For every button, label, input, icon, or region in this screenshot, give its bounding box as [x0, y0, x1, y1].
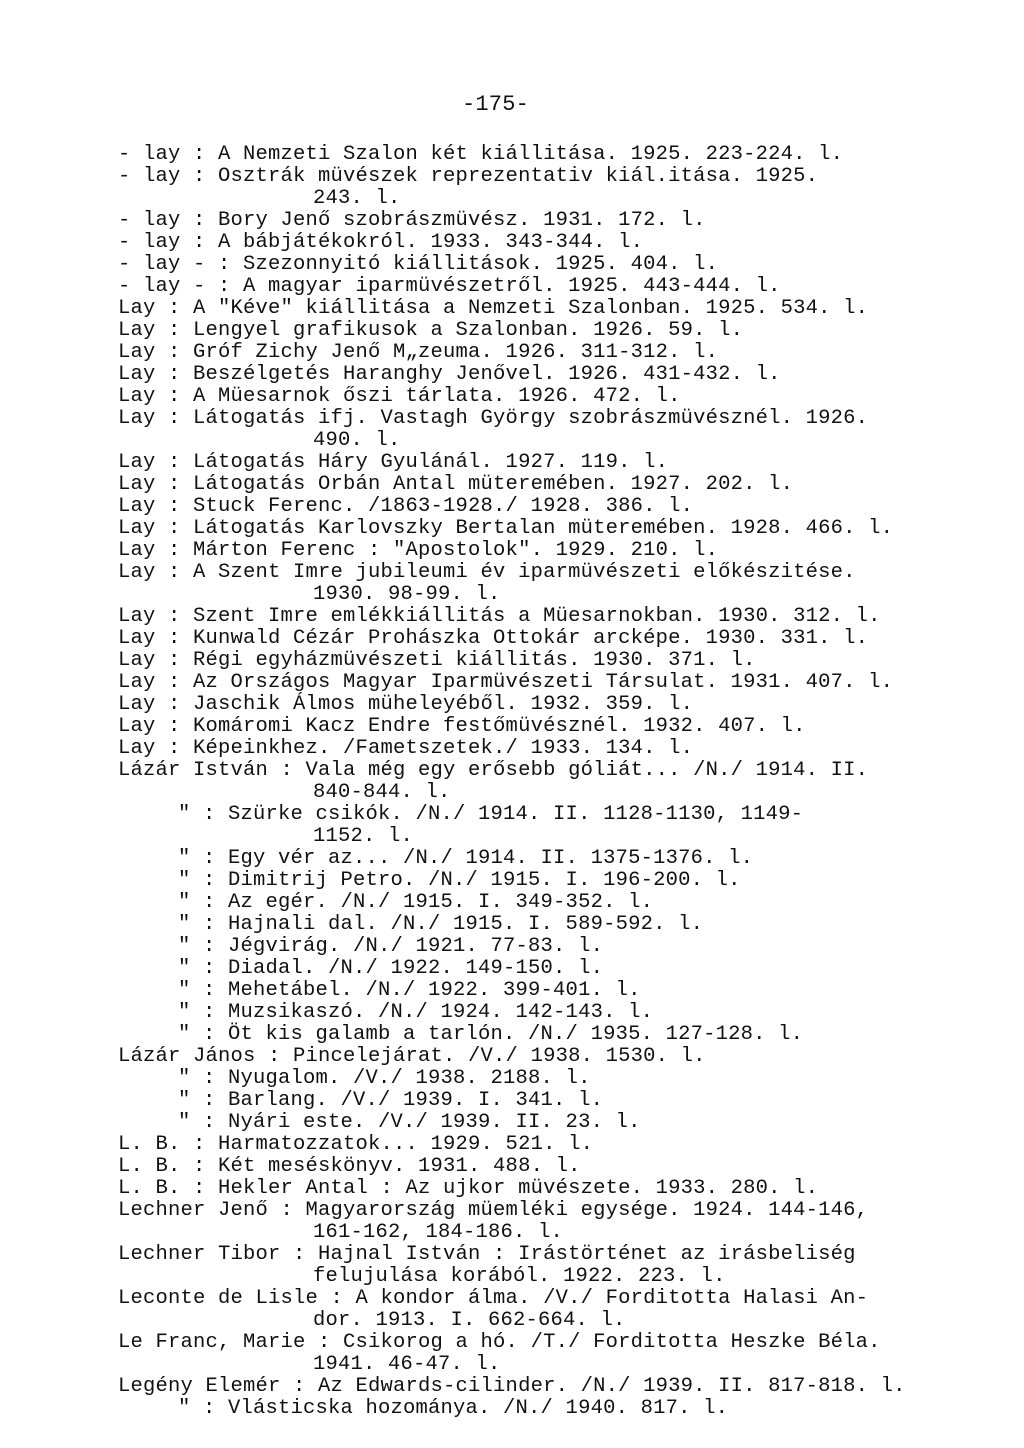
entry-continuation: 490. l. — [313, 429, 401, 452]
entry-line: Lay : Látogatás Orbán Antal müteremében. 1927. 202. l. — [118, 473, 794, 496]
entry-continuation: 840-844. l. — [313, 781, 451, 804]
entry-continuation: 1152. l. — [313, 825, 414, 848]
entry-line: L. B. : Harmatozzatok... 1929. 521. l. — [118, 1133, 594, 1156]
entry-line: Lay : Látogatás Háry Gyulánál. 1927. 119. l. — [118, 451, 669, 474]
entry-line: L. B. : Két meséskönyv. 1931. 488. l. — [118, 1155, 581, 1178]
ditto-entry-line: " : Nyári este. /V./ 1939. II. 23. l. — [178, 1111, 641, 1134]
entry-continuation: 1930. 98-99. l. — [313, 583, 501, 606]
entry-line: Lázár János : Pincelejárat. /V./ 1938. 1530. l. — [118, 1045, 706, 1068]
ditto-entry-line: " : Az egér. /N./ 1915. I. 349-352. l. — [178, 891, 654, 914]
ditto-entry-line: " : Nyugalom. /V./ 1938. 2188. l. — [178, 1067, 591, 1090]
entry-line: Lay : Kunwald Cézár Prohászka Ottokár arcképe. 1930. 331. l. — [118, 627, 869, 650]
page-number: -175- — [462, 92, 530, 117]
entry-line: Lay : Gróf Zichy Jenő M„zeuma. 1926. 311-312. l. — [118, 341, 719, 364]
entry-line: Leconte de Lisle : A kondor álma. /V./ Forditotta Halasi An- — [118, 1287, 869, 1310]
entry-line: Lechner Tibor : Hajnal István : Irástörténet az irásbeliség — [118, 1243, 856, 1266]
ditto-entry-line: " : Muzsikaszó. /N./ 1924. 142-143. l. — [178, 1001, 654, 1024]
entry-line: Lay : Komáromi Kacz Endre festőmüvésznél. 1932. 407. l. — [118, 715, 806, 738]
entry-line: Lay : Jaschik Álmos müheleyéből. 1932. 359. l. — [118, 693, 694, 716]
ditto-entry-line: " : Jégvirág. /N./ 1921. 77-83. l. — [178, 935, 604, 958]
entry-line: - lay - : Szezonnyitó kiállitások. 1925. 404. l. — [118, 253, 719, 276]
entry-continuation: felujulása korából. 1922. 223. l. — [313, 1265, 726, 1288]
entry-line: Lay : Lengyel grafikusok a Szalonban. 1926. 59. l. — [118, 319, 744, 342]
entry-line: - lay - : A magyar iparmüvészetről. 1925. 443-444. l. — [118, 275, 781, 298]
ditto-entry-line: " : Diadal. /N./ 1922. 149-150. l. — [178, 957, 604, 980]
ditto-entry-line: " : Öt kis galamb a tarlón. /N./ 1935. 127-128. l. — [178, 1023, 804, 1046]
ditto-entry-line: " : Szürke csikók. /N./ 1914. II. 1128-1130, 1149- — [178, 803, 804, 826]
entry-line: - lay : Osztrák müvészek reprezentativ kiál.itása. 1925. — [118, 165, 819, 188]
entry-line: Lay : Régi egyházmüvészeti kiállitás. 1930. 371. l. — [118, 649, 756, 672]
entry-line: Lay : A Müesarnok őszi tárlata. 1926. 472. l. — [118, 385, 681, 408]
entry-line: Legény Elemér : Az Edwards-cilinder. /N./ 1939. II. 817-818. l. — [118, 1375, 906, 1398]
ditto-entry-line: " : Barlang. /V./ 1939. I. 341. l. — [178, 1089, 604, 1112]
entry-continuation: 1941. 46-47. l. — [313, 1353, 501, 1376]
entry-line: Lay : Látogatás Karlovszky Bertalan müteremében. 1928. 466. l. — [118, 517, 894, 540]
entry-line: Lay : Szent Imre emlékkiállitás a Müesarnokban. 1930. 312. l. — [118, 605, 881, 628]
entry-line: Lay : A Szent Imre jubileumi év iparmüvészeti előkészitése. — [118, 561, 856, 584]
entry-line: Lay : Látogatás ifj. Vastagh György szobrászmüvésznél. 1926. — [118, 407, 869, 430]
entry-line: Lay : Stuck Ferenc. /1863-1928./ 1928. 386. l. — [118, 495, 694, 518]
entry-line: - lay : A Nemzeti Szalon két kiállitása. 1925. 223-224. l. — [118, 143, 844, 166]
ditto-entry-line: " : Vlásticska hozománya. /N./ 1940. 817. l. — [178, 1397, 729, 1420]
entry-line: - lay : A bábjátékokról. 1933. 343-344. l. — [118, 231, 644, 254]
entry-line: Lay : Az Országos Magyar Iparmüvészeti Társulat. 1931. 407. l. — [118, 671, 894, 694]
ditto-entry-line: " : Hajnali dal. /N./ 1915. I. 589-592. l. — [178, 913, 704, 936]
entry-continuation: dor. 1913. I. 662-664. l. — [313, 1309, 626, 1332]
entry-line: Le Franc, Marie : Csikorog a hó. /T./ Forditotta Heszke Béla. — [118, 1331, 881, 1354]
entry-continuation: 161-162, 184-186. l. — [313, 1221, 564, 1244]
ditto-entry-line: " : Mehetábel. /N./ 1922. 399-401. l. — [178, 979, 641, 1002]
entry-line: Lechner Jenő : Magyarország müemléki egysége. 1924. 144-146, — [118, 1199, 869, 1222]
entry-line: L. B. : Hekler Antal : Az ujkor müvészete. 1933. 280. l. — [118, 1177, 819, 1200]
ditto-entry-line: " : Dimitrij Petro. /N./ 1915. I. 196-200. l. — [178, 869, 741, 892]
entry-line: Lázár István : Vala még egy erősebb góliát... /N./ 1914. II. — [118, 759, 869, 782]
entry-line: Lay : Márton Ferenc : "Apostolok". 1929. 210. l. — [118, 539, 719, 562]
entry-line: Lay : Képeinkhez. /Fametszetek./ 1933. 134. l. — [118, 737, 694, 760]
entry-continuation: 243. l. — [313, 187, 401, 210]
entry-line: Lay : A "Kéve" kiállitása a Nemzeti Szalonban. 1925. 534. l. — [118, 297, 869, 320]
ditto-entry-line: " : Egy vér az... /N./ 1914. II. 1375-1376. l. — [178, 847, 754, 870]
entry-line: - lay : Bory Jenő szobrászmüvész. 1931. 172. l. — [118, 209, 706, 232]
entry-line: Lay : Beszélgetés Haranghy Jenővel. 1926. 431-432. l. — [118, 363, 781, 386]
